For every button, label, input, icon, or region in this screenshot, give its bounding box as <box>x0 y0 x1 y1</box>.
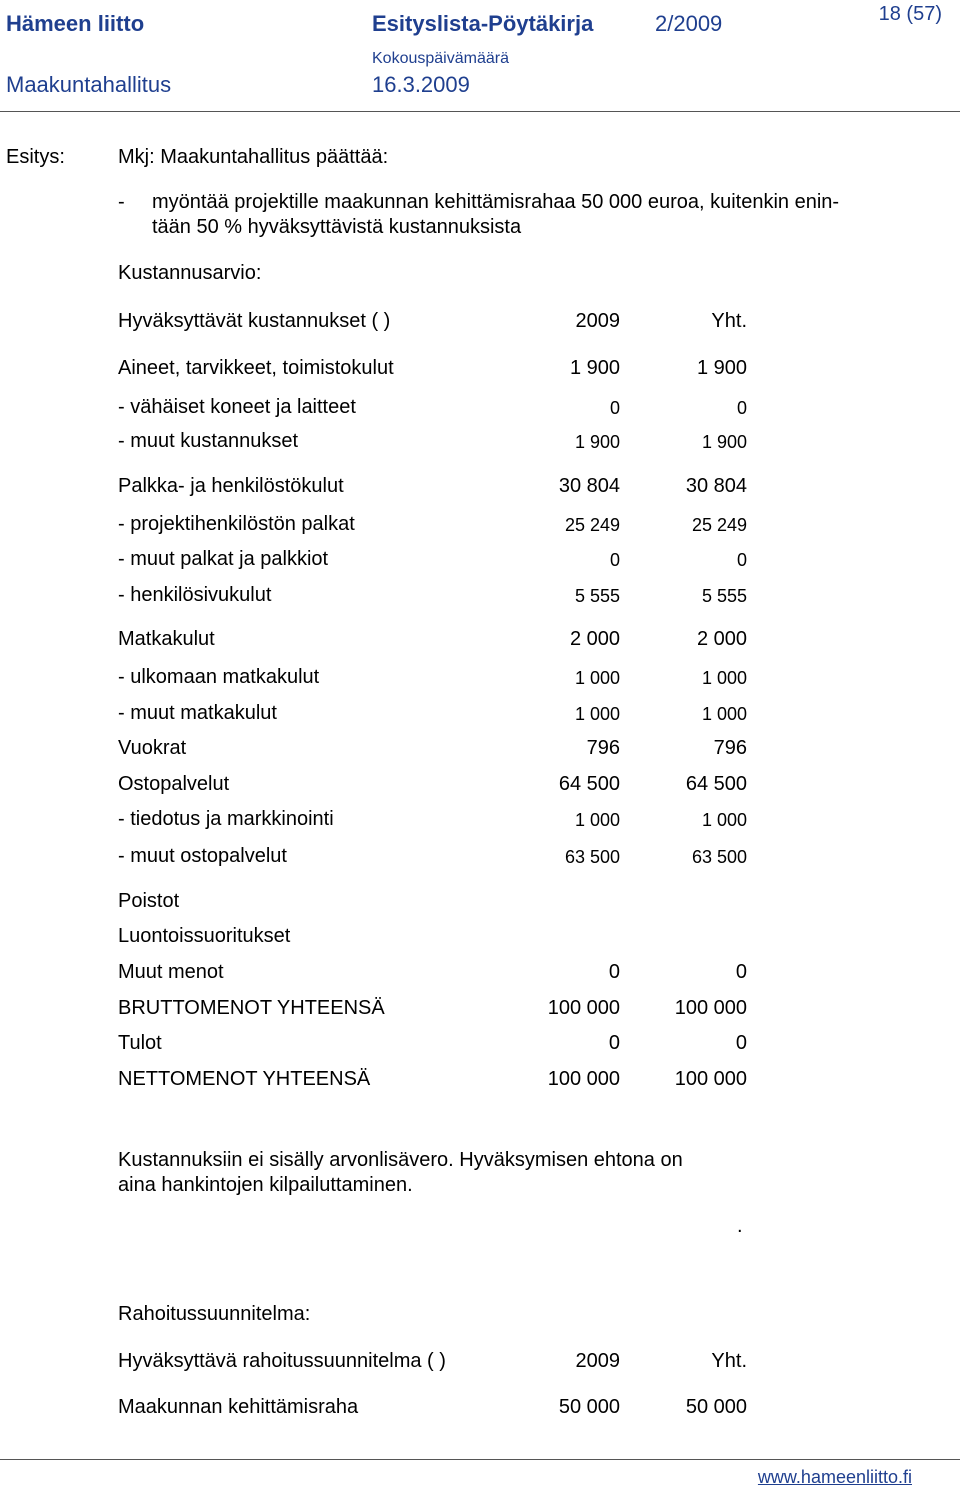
body-name: Maakuntahallitus <box>6 72 172 97</box>
doc-number: 2/2009 <box>655 11 723 36</box>
cost-row-2009: 100 000 <box>547 1068 620 1090</box>
cost-row-2009: 0 <box>608 961 620 983</box>
cost-row-2009: 0 <box>609 398 620 418</box>
cost-header-col-total: Yht. <box>711 310 747 332</box>
cost-row-total: 5 555 <box>701 586 747 606</box>
proposal-bullet-line2: tään 50 % hyväksyttävistä kustannuksista <box>152 216 522 238</box>
cost-row-2009: 1 000 <box>574 668 620 688</box>
funding-row-label: Maakunnan kehittämisraha <box>118 1396 359 1418</box>
website-link[interactable]: www.hameenliitto.fi <box>757 1467 912 1487</box>
cost-row-label: - projektihenkilöstön palkat <box>118 513 355 535</box>
cost-row-total: 2 000 <box>696 628 747 650</box>
cost-row-total: 63 500 <box>691 847 747 867</box>
cost-row-2009: 63 500 <box>564 847 620 867</box>
cost-row-2009: 796 <box>586 737 620 759</box>
cost-row-2009: 1 900 <box>574 432 620 452</box>
vat-note-line2: aina hankintojen kilpailuttaminen. <box>118 1174 413 1196</box>
cost-row-label: Palkka- ja henkilöstökulut <box>118 475 344 497</box>
cost-row-2009: 100 000 <box>547 997 620 1019</box>
date-label: Kokouspäivämäärä <box>372 50 509 67</box>
cost-row-label: Aineet, tarvikkeet, toimistokulut <box>118 357 394 379</box>
bullet-dash: - <box>118 191 125 213</box>
footer-rule <box>0 1459 960 1460</box>
cost-estimate-title: Kustannusarvio: <box>118 262 262 284</box>
cost-row-label: - tiedotus ja markkinointi <box>118 808 334 830</box>
cost-header-label: Hyväksyttävät kustannukset ( ) <box>118 310 391 332</box>
cost-row-label: Ostopalvelut <box>118 773 230 795</box>
cost-row-total: 0 <box>735 961 747 983</box>
cost-row-total: 1 900 <box>696 357 747 379</box>
cost-row-2009: 30 804 <box>558 475 620 497</box>
cost-row-total: 796 <box>713 737 747 759</box>
cost-row-2009: 0 <box>608 1032 620 1054</box>
cost-row-label: - muut matkakulut <box>118 702 277 724</box>
cost-row-2009: 1 000 <box>574 704 620 724</box>
cost-row-2009: 0 <box>609 550 620 570</box>
cost-row-label: Tulot <box>118 1032 162 1054</box>
stray-dot: . <box>737 1215 743 1237</box>
funding-header-col-2009: 2009 <box>575 1350 620 1372</box>
cost-row-2009: 5 555 <box>574 586 620 606</box>
funding-header-label: Hyväksyttävä rahoitussuunnitelma ( ) <box>118 1350 446 1372</box>
cost-row-total: 0 <box>736 398 747 418</box>
cost-row-total: 1 000 <box>701 810 747 830</box>
vat-note-line1: Kustannuksiin ei sisälly arvonlisävero. Hyväksymisen ehtona on <box>118 1149 683 1171</box>
cost-row-label: Muut menot <box>118 961 224 983</box>
cost-row-label: Matkakulut <box>118 628 215 650</box>
cost-row-label: BRUTTOMENOT YHTEENSÄ <box>118 997 385 1019</box>
funding-row-2009: 50 000 <box>558 1396 620 1418</box>
cost-row-label: Poistot <box>118 890 180 912</box>
cost-row-total: 100 000 <box>674 1068 747 1090</box>
funding-title: Rahoitussuunnitelma: <box>118 1303 311 1325</box>
proposal-intro: Mkj: Maakuntahallitus päättää: <box>118 146 389 168</box>
cost-row-total: 0 <box>736 550 747 570</box>
cost-row-label: - vähäiset koneet ja laitteet <box>118 396 356 418</box>
cost-row-total: 100 000 <box>674 997 747 1019</box>
cost-header-col-2009: 2009 <box>575 310 620 332</box>
cost-row-2009: 1 900 <box>569 357 620 379</box>
cost-row-total: 1 000 <box>701 668 747 688</box>
meeting-date: 16.3.2009 <box>372 72 470 97</box>
cost-row-total: 25 249 <box>691 515 747 535</box>
cost-row-total: 1 900 <box>701 432 747 452</box>
cost-row-2009: 25 249 <box>564 515 620 535</box>
cost-row-total: 1 000 <box>701 704 747 724</box>
doc-type: Esityslista-Pöytäkirja <box>372 11 594 36</box>
cost-row-label: - muut palkat ja palkkiot <box>118 548 329 570</box>
cost-row-label: Vuokrat <box>118 737 187 759</box>
proposal-bullet-line1: myöntää projektille maakunnan kehittämisrahaa 50 000 euroa, kuitenkin enin- <box>152 191 840 213</box>
org-name: Hämeen liitto <box>6 11 145 36</box>
cost-row-label: - ulkomaan matkakulut <box>118 666 320 688</box>
cost-row-label: - henkilösivukulut <box>118 584 272 606</box>
cost-row-total: 64 500 <box>685 773 747 795</box>
cost-row-2009: 64 500 <box>558 773 620 795</box>
cost-row-label: - muut kustannukset <box>118 430 299 452</box>
cost-row-label: NETTOMENOT YHTEENSÄ <box>118 1068 371 1090</box>
cost-row-total: 0 <box>735 1032 747 1054</box>
cost-row-2009: 1 000 <box>574 810 620 830</box>
cost-row-label: Luontoissuoritukset <box>118 925 291 947</box>
page-number: 18 (57) <box>878 3 942 25</box>
funding-row-total: 50 000 <box>685 1396 747 1418</box>
header-rule <box>0 111 960 112</box>
cost-row-total: 30 804 <box>685 475 747 497</box>
funding-header-col-total: Yht. <box>711 1350 747 1372</box>
cost-row-2009: 2 000 <box>569 628 620 650</box>
proposal-label: Esitys: <box>6 146 65 168</box>
cost-row-label: - muut ostopalvelut <box>118 845 287 867</box>
